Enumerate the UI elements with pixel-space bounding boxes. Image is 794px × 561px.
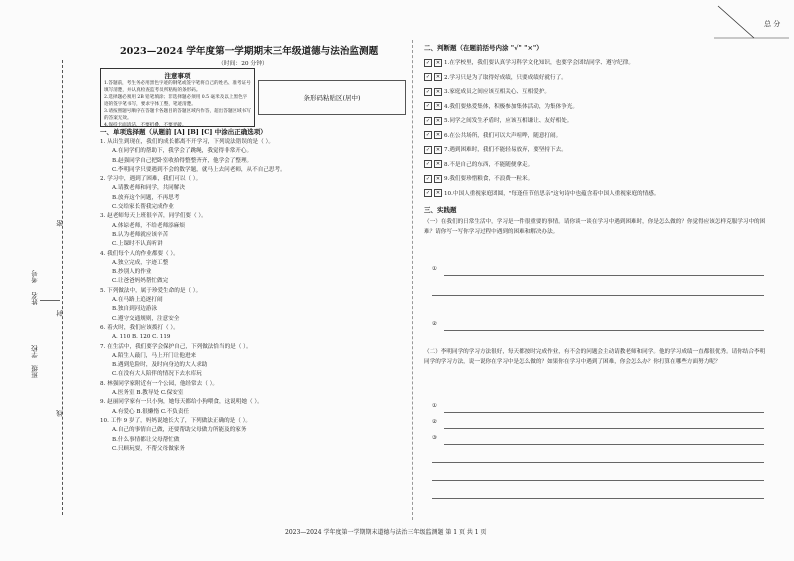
checkbox-icon[interactable]: ✕ <box>435 74 441 80</box>
answer-line[interactable] <box>432 498 764 499</box>
judgement-item: ✓ ✕ 2.学习只是为了取得好成绩，只要成绩好就行了。 <box>425 74 567 81</box>
option-line: A.自己的事情自己做，还要帮助父母做力所能及的家务 <box>112 427 247 434</box>
question-line: 1. 从出生到现在，我们的成长都离不开学习，下列说法错误的是（ ）。 <box>100 139 274 145</box>
section3-heading: 三、实践题 <box>424 206 457 214</box>
question-line: 4. 我们每个人的作业都要（ ）。 <box>100 250 179 257</box>
checkbox-icon[interactable]: ✓ <box>425 117 431 124</box>
option-line: C.上课时不认真听讲 <box>112 241 163 248</box>
answer-marker: ② <box>432 321 438 327</box>
question-line: 5. 下列做法中，属于珍爱生命的是（ ）。 <box>100 287 202 294</box>
answer-line[interactable] <box>444 444 764 445</box>
side-label-school: 学校 <box>31 345 39 358</box>
notice-item: 3.请按照题号顺序在答题卡各题目的答题区域内作答，超出答题区域书写的答案无效。 <box>104 109 251 121</box>
judgement-item: ✓ ✕ 10.中国人重视家庭团圆，"每逢佳节倍思亲"这句诗中也蕴含着中国人重视家庭的情感。 <box>425 190 660 197</box>
side-label-name: 姓名 <box>31 292 39 305</box>
notice-item: 4.保持卡面清洁，不要折叠，不要弄破。 <box>104 123 187 128</box>
question-line: 6. 着火时，我们应该拨打（ ）。 <box>100 324 179 331</box>
option-line: A.在马路上追逐打闹 <box>112 297 163 304</box>
checkbox-icon[interactable]: ✓ <box>425 103 431 109</box>
checkbox-icon[interactable]: ✕ <box>435 88 441 95</box>
option-line: B.赵强同学自己把卧室收拾得整整齐齐，他学会了整理。 <box>112 157 253 164</box>
option-line: A.医务室 B.教导处 C.保安室 <box>112 390 184 397</box>
checkbox-icon[interactable]: ✓ <box>425 146 431 153</box>
option-line: C.李明同学只要遇到不会的数学题，就马上去问老师，从不自己思考。 <box>112 166 286 173</box>
checkbox-icon[interactable]: ✕ <box>435 190 441 196</box>
answer-line[interactable] <box>432 480 764 481</box>
judgement-item: ✓ ✕ 4.我们要热爱集体，积极参加集体活动，为集体争光。 <box>425 103 578 110</box>
checkbox-icon[interactable]: ✓ <box>425 132 431 138</box>
section2-body <box>424 56 769 201</box>
exam-time: （时间：20 分钟） <box>218 61 268 67</box>
page-footer: 2023—2024 学年度第一学期期末道德与法治三年级监测题 第 1 页 共 1 页 <box>285 529 487 536</box>
seal-mark-2: 封 <box>56 310 64 317</box>
section1-heading: 一、单项选择题（从题前 [A] [B] [C] 中涂出正确选项） <box>100 128 267 136</box>
option-line: A.在同学们的帮助下，我学会了跳绳，我觉得非常开心。 <box>112 148 253 155</box>
checkbox-icon[interactable]: ✕ <box>435 103 441 109</box>
option-line: A.独立完成，字迹工整 <box>112 259 169 266</box>
judgement-item: ✓ ✕ 1.在学校里，我们要认真学习科学文化知识，也要学会团结同学、遵守纪律。 <box>425 59 634 66</box>
judgement-item: ✓ ✕ 8.不是自己的东西，不能随便拿走。 <box>425 161 534 168</box>
option-line: C.交给家长帮我完成作业 <box>112 204 174 211</box>
answer-marker: ① <box>432 403 438 409</box>
barcode-area: 条形码粘贴区(居中) <box>258 80 406 115</box>
answer-marker: ② <box>432 419 438 425</box>
checkbox-icon[interactable]: ✓ <box>425 190 431 196</box>
checkbox-icon[interactable]: ✕ <box>435 132 441 138</box>
question-line: 9. 赵丽同学家有一只小狗，她每天都给小狗喂食，这说明她（ ）。 <box>100 399 263 406</box>
checkbox-icon[interactable]: ✕ <box>435 117 441 124</box>
option-line: B.放弃这个问题，不再思考 <box>112 194 180 201</box>
option-line: B.抄别人的作业 <box>112 269 152 276</box>
checkbox-icon[interactable]: ✕ <box>435 146 441 153</box>
answer-line[interactable] <box>432 295 764 296</box>
option-line: C.遵守交通规则，注意安全 <box>112 315 180 322</box>
checkbox-icon[interactable]: ✕ <box>435 175 441 182</box>
answer-marker: ① <box>432 266 438 272</box>
seal-mark-3: 线 <box>56 410 64 417</box>
judgement-item: ✓ ✕ 3.家庭成员之间应该互相关心、互相爱护。 <box>425 88 551 95</box>
seal-mark-1: 密 <box>56 220 64 227</box>
question-line: 7. 在生活中，我们要学会保护自己，下列做法恰当的是（ ）。 <box>100 343 252 350</box>
answer-line[interactable] <box>432 462 764 463</box>
checkbox-icon[interactable]: ✓ <box>425 59 431 66</box>
checkbox-icon[interactable]: ✓ <box>425 74 431 80</box>
option-line: A. 110 B. 120 C. 119 <box>112 334 171 341</box>
checkbox-icon[interactable]: ✓ <box>425 88 431 95</box>
section2-heading: 二、判断题（在题前括号内涂 "√" "×"） <box>424 44 543 52</box>
checkbox-icon[interactable]: ✕ <box>435 59 441 66</box>
answer-line[interactable] <box>444 428 764 429</box>
checkbox-icon[interactable]: ✕ <box>435 161 441 167</box>
exam-title: 2023—2024 学年度第一学期期末三年级道德与法治监测题 <box>120 46 379 57</box>
name-fill-line <box>40 300 60 301</box>
score-label: 总 分 <box>764 20 781 28</box>
option-line: A.陌生人敲门，马上开门让他进来 <box>112 352 197 359</box>
option-line: C.只顾玩耍，不帮父母做家务 <box>112 445 185 452</box>
option-line: B.独自到河边游泳 <box>112 306 158 313</box>
option-line: B.认为老师就应该辛苦 <box>112 231 169 238</box>
answer-line[interactable] <box>444 275 764 276</box>
checkbox-icon[interactable]: ✓ <box>425 175 431 182</box>
question-line: 2. 学习中，遇到了困难，我们可以（ ）。 <box>100 176 202 183</box>
notice-item: 2.选择题必须用 2B 铅笔填涂；非选择题必须用 0.5 毫米及以上黑色字迹的签字笔书写，要求字体工整，笔迹清楚。 <box>104 95 248 107</box>
option-line: C.让爸爸妈妈帮忙做完 <box>112 278 169 285</box>
option-line: A.请教老师和同学，共同解决 <box>112 185 185 192</box>
option-line: B.什么事情都让父母帮忙做 <box>112 436 180 443</box>
side-label-number: 考号 <box>31 270 39 283</box>
section1-body <box>100 138 405 454</box>
judgement-item: ✓ ✕ 7.遇到困难时，我们不能轻易放弃，要坚持下去。 <box>425 146 567 153</box>
side-label-class: 班级 <box>31 365 39 378</box>
question-line: 3. 赵老师每天上班很辛苦，同学们要（ ）。 <box>100 213 207 220</box>
notice-box <box>100 68 255 127</box>
practice-question-1: （一）在我们的日常生活中，学习是一件很重要的事情。请你谈一谈在学习中遇到困难时，你是怎么做的？你觉得应该怎样克服学习中的困难？请你写一写你学习过程中遇到的困难和解决办法。 <box>424 219 766 235</box>
option-line: C.在没有大人陪伴的情况下去水库玩 <box>112 371 202 378</box>
answer-line[interactable] <box>444 412 764 413</box>
option-line: B.遇到危险时，及时向身边的大人求助 <box>112 362 208 369</box>
checkbox-icon[interactable]: ✓ <box>425 161 431 167</box>
answer-line[interactable] <box>444 330 764 331</box>
option-line: A.有爱心 B.很懒惰 C.不负责任 <box>112 408 190 415</box>
judgement-item: ✓ ✕ 9.我们要珍惜粮食，不浪费一粒米。 <box>425 175 534 182</box>
judgement-item: ✓ ✕ 5.同学之间发生矛盾时，应该互相谦让、友好相处。 <box>425 117 573 124</box>
binding-line <box>62 60 63 515</box>
option-line: A.体谅老师，不给老师添麻烦 <box>112 222 185 229</box>
question-line: 10. 工作 9 岁了，妈妈说她长大了，下列做法正确的是（ ）。 <box>100 417 252 424</box>
judgement-item: ✓ ✕ 6.在公共场所，我们可以大声喧哗，随意打闹。 <box>425 132 562 139</box>
question-line: 8. 林强同学家附近有一个公园，他经常去（ ）。 <box>100 380 218 387</box>
answer-marker: ③ <box>432 435 438 441</box>
notice-title: 注意事项 <box>164 72 191 80</box>
column-divider <box>412 40 413 520</box>
notice-item: 1.答题前，考生务必用黑色字迹的钢笔或签字笔将自己的姓名、准考证号填写清楚，并认真检查监考员所粘贴的条形码。 <box>104 81 251 93</box>
practice-question-2: （二）李明同学的学习方法很好，每天都按时完成作业，有不会的问题会主动请教老师和同学。他的学习成绩一直都很优秀。请你结合李明同学的学习方法，说一说你在学习中是怎么做的？如果你在学习中遇到了困难，你会怎么办？你打算在哪些方面努力呢？ <box>424 349 766 365</box>
